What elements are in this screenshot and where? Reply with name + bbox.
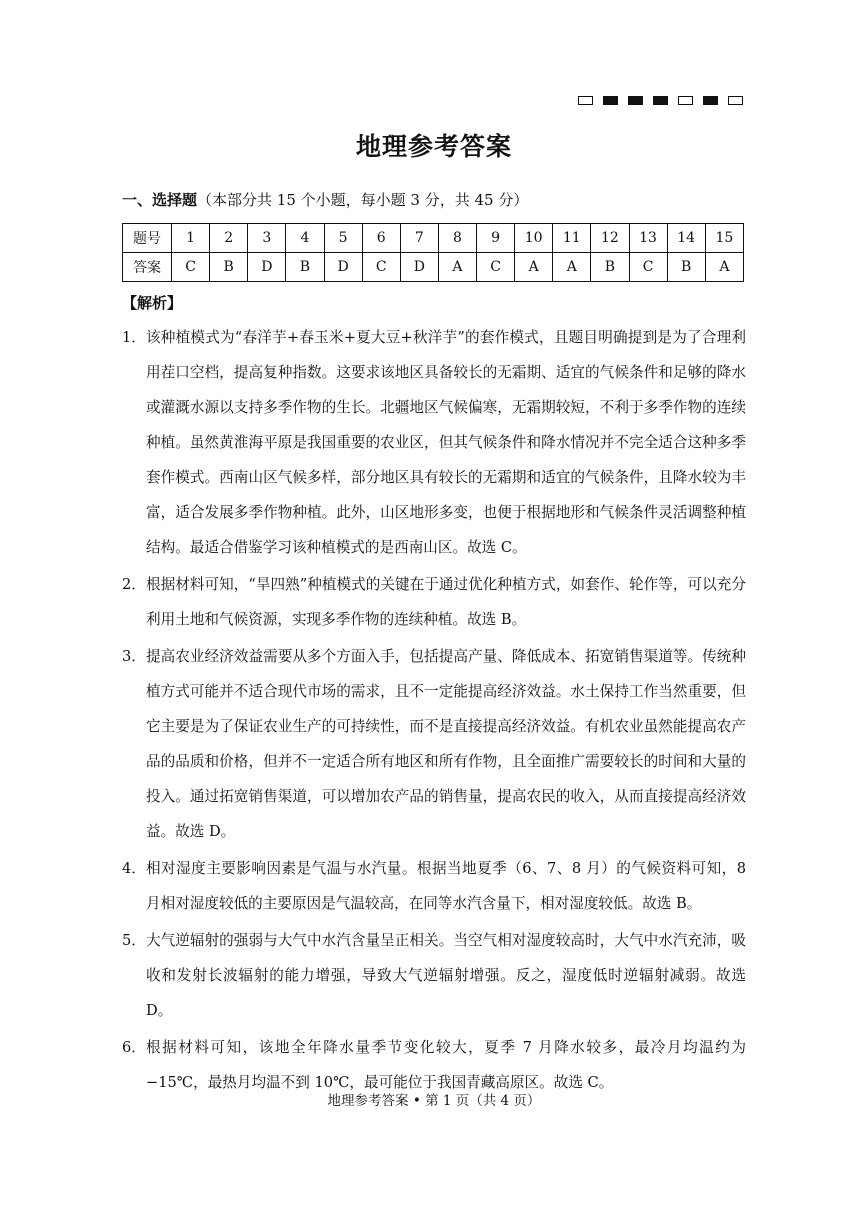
analysis-item [122,851,746,921]
answer-cell: C [172,253,210,282]
answer-cell: A [515,253,553,282]
answer-table [122,223,744,282]
answer-cell: B [591,253,629,282]
analysis-item-text: 大气逆辐射的强弱与大气中水汽含量呈正相关。当空气相对湿度较高时，大气中水汽充沛，吸收和发射长波辐射的能力增强，导致大气逆辐射增强。反之，湿度低时逆辐射减弱。故选 D。 [146,932,746,1019]
answer-cell: A [438,253,476,282]
analysis-item-number: 1． [122,329,146,346]
section-heading [122,189,528,210]
analysis-item [122,639,746,849]
question-number-cell: 6 [362,224,400,253]
analysis-item-number: 5． [122,932,146,949]
row-label-numbers: 题号 [123,224,172,253]
question-number-cell: 10 [515,224,553,253]
question-number-cell: 5 [324,224,362,253]
answer-cell: B [286,253,324,282]
analysis-item [122,320,746,565]
analysis-item-number: 4． [122,860,146,877]
header-mark-filled [703,96,718,105]
analysis-item-text: 相对湿度主要影响因素是气温与水汽量。根据当地夏季（6、7、8 月）的气候资料可知，8 月相对湿度较低的主要原因是气温较高，在同等水汽含量下，相对湿度较低。故选 B。 [146,860,746,912]
question-number-cell: 12 [591,224,629,253]
analysis-item [122,923,746,1028]
header-mark-filled [603,96,618,105]
analysis-item-number: 2． [122,576,146,593]
answer-cell: D [248,253,286,282]
answer-cell: B [667,253,705,282]
analysis-item-text: 根据材料可知，该地全年降水量季节变化较大，夏季 7 月降水较多，最冷月均温约为−15℃，最热月均温不到 10℃，最可能位于我国青藏高原区。故选 C。 [146,1039,746,1091]
question-number-cell: 9 [477,224,515,253]
question-number-cell: 4 [286,224,324,253]
header-mark-filled [628,96,643,105]
header-mark-filled [653,96,668,105]
answer-cell: C [629,253,667,282]
row-label-answers: 答案 [123,253,172,282]
question-number-cell: 7 [400,224,438,253]
answer-cell: D [324,253,362,282]
analysis-item-number: 6． [122,1039,146,1056]
question-number-cell: 8 [438,224,476,253]
analysis-list [122,320,746,1102]
answer-cell: C [477,253,515,282]
question-number-cell: 15 [705,224,743,253]
answer-cell: A [553,253,591,282]
answer-cell: B [210,253,248,282]
question-number-cell: 13 [629,224,667,253]
analysis-item-text: 提高农业经济效益需要从多个方面入手，包括提高产量、降低成本、拓宽销售渠道等。传统种植方式可能并不适合现代市场的需求，且不一定能提高经济效益。水土保持工作当然重要，但它主要是为了保证农业生产的可持续性，而不是直接提高经济效益。有机农业虽然能提高农产品的品质和价格，但并不一定适合所有地区和所有作物，且全面推广需要较长的时间和大量的投入。通过拓宽销售渠道，可以增加农产品的销售量，提高农民的收入，从而直接提高经济效益。故选 D。 [146,648,746,840]
question-number-cell: 3 [248,224,286,253]
question-number-cell: 2 [210,224,248,253]
question-number-cell: 11 [553,224,591,253]
analysis-item-text: 根据材料可知，“旱四熟”种植模式的关键在于通过优化种植方式，如套作、轮作等，可以充分利用土地和气候资源，实现多季作物的连续种植。故选 B。 [146,576,746,628]
analysis-item-text: 该种植模式为“春洋芋+春玉米+夏大豆+秋洋芋”的套作模式，且题目明确提到是为了合理利用茬口空档，提高复种指数。这要求该地区具备较长的无霜期、适宜的气候条件和足够的降水或灌溉水源以支持多季作物的生长。北疆地区气候偏寒，无霜期较短，不利于多季作物的连续种植。虽然黄淮海平原是我国重要的农业区，但其气候条件和降水情况并不完全适合这种多季套作模式。西南山区气候多样，部分地区具有较长的无霜期和适宜的气候条件，且降水较为丰富，适合发展多季作物种植。此外，山区地形多变，也便于根据地形和气候条件灵活调整种植结构。最适合借鉴学习该种植模式的是西南山区。故选 C。 [146,329,746,556]
header-marks [578,96,743,105]
analysis-item-number: 3． [122,648,146,665]
question-number-cell: 1 [172,224,210,253]
answer-cell: A [705,253,743,282]
section-note: （本部分共 15 个小题，每小题 3 分，共 45 分） [197,191,529,209]
table-row-answers [123,253,744,282]
question-number-cell: 14 [667,224,705,253]
answer-cell: D [400,253,438,282]
header-mark-empty [578,96,593,105]
section-label: 一、选择题 [122,191,198,209]
answer-cell: C [362,253,400,282]
analysis-label: 【解析】 [122,294,183,312]
page-footer: 地理参考答案 • 第 1 页（共 4 页） [327,1093,541,1109]
page-title: 地理参考答案 [355,132,512,161]
header-mark-empty [728,96,743,105]
header-mark-empty [678,96,693,105]
analysis-item [122,567,746,637]
table-row-numbers [123,224,744,253]
